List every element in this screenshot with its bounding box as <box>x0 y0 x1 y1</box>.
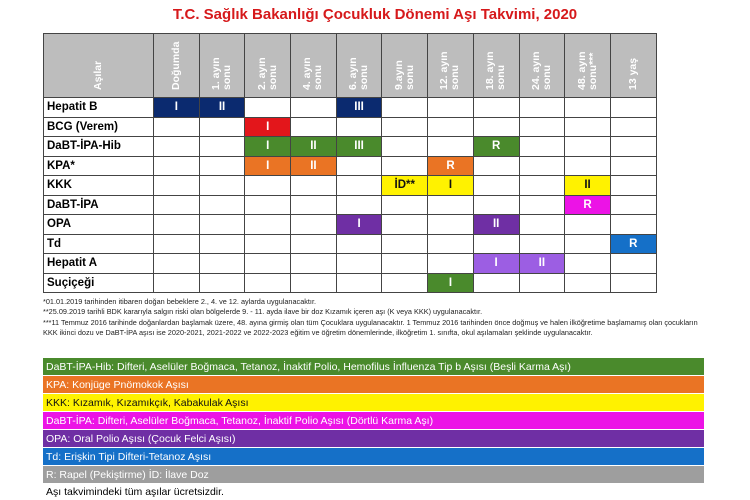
empty-cell <box>565 273 611 293</box>
dose-cell: R <box>428 156 474 176</box>
header-row <box>44 34 657 98</box>
empty-cell <box>199 137 245 157</box>
empty-cell <box>473 117 519 137</box>
footnote: ***11 Temmuz 2016 tarihinde doğanlardan başlamak üzere, 48. ayına girmiş olan tüm Çocuklara uygulanacaktır. 1 Temmuz 2016 tarihinden önce doğmuş ve halen ilköğretime başlamamış olan çocukların KKK ikinci dozu ve DaBT-İPA aşısı ise 2020-2021, 2021-2022 ve 2022-2023 eğitim ve öğretim dönemlerinde, ilköğretim 1. sınıfta, okul aşılamaları şeklinde uygulanacaktır. <box>43 317 698 338</box>
empty-cell <box>428 254 474 274</box>
column-header: 48. ayın sonu*** <box>575 51 599 90</box>
column-header: 1. ayın sonu <box>210 57 234 90</box>
free-vaccines-note: Aşı takvimindeki tüm aşılar ücretsizdir. <box>46 486 224 498</box>
empty-cell <box>245 273 291 293</box>
empty-cell <box>382 195 428 215</box>
table-row <box>44 254 657 274</box>
column-header: 12. ayın sonu <box>438 51 462 90</box>
table-row <box>44 234 657 254</box>
empty-cell <box>519 98 565 118</box>
empty-cell <box>291 273 337 293</box>
empty-cell <box>291 195 337 215</box>
empty-cell <box>199 195 245 215</box>
empty-cell <box>336 176 382 196</box>
dose-cell: R <box>610 234 656 254</box>
vaccine-name: KPA* <box>44 156 154 176</box>
vaccine-name: DaBT-İPA-Hib <box>44 137 154 157</box>
schedule-body <box>44 98 657 293</box>
vaccine-column-label: Aşılar <box>92 60 104 90</box>
dose-cell: I <box>154 98 200 118</box>
vaccine-name: KKK <box>44 176 154 196</box>
empty-cell <box>428 234 474 254</box>
vaccine-column-header <box>44 34 154 98</box>
empty-cell <box>382 215 428 235</box>
footnote: *01.01.2019 tarihinden itibaren doğan bebeklere 2., 4. ve 12. aylarda uygulanacaktır. <box>43 297 317 306</box>
empty-cell <box>291 98 337 118</box>
empty-cell <box>154 215 200 235</box>
page-title: T.C. Sağlık Bakanlığı Çocukluk Dönemi Aşı Takvimi, 2020 <box>172 6 578 23</box>
legend-item: OPA: Oral Polio Aşısı (Çocuk Felci Aşısı) <box>43 430 704 448</box>
vaccine-name: Hepatit B <box>44 98 154 118</box>
table-row <box>44 176 657 196</box>
legend-item: R: Rapel (Pekiştirme) İD: İlave Doz <box>43 466 704 484</box>
empty-cell <box>519 195 565 215</box>
empty-cell <box>473 273 519 293</box>
empty-cell <box>610 195 656 215</box>
empty-cell <box>199 176 245 196</box>
empty-cell <box>565 234 611 254</box>
empty-cell <box>199 117 245 137</box>
column-header: 18. ayın sonu <box>484 51 508 90</box>
dose-cell: II <box>565 176 611 196</box>
dose-cell: I <box>428 273 474 293</box>
column-header: 9.ayın sonu <box>392 60 416 90</box>
empty-cell <box>291 234 337 254</box>
empty-cell <box>382 234 428 254</box>
empty-cell <box>154 176 200 196</box>
empty-cell <box>428 215 474 235</box>
empty-cell <box>473 195 519 215</box>
empty-cell <box>428 117 474 137</box>
dose-cell: II <box>519 254 565 274</box>
dose-cell: III <box>336 137 382 157</box>
dose-cell: R <box>473 137 519 157</box>
empty-cell <box>428 137 474 157</box>
legend-item: Td: Erişkin Tipi Difteri-Tetanoz Aşısı <box>43 448 704 466</box>
vaccine-name: OPA <box>44 215 154 235</box>
table-row <box>44 137 657 157</box>
empty-cell <box>154 254 200 274</box>
empty-cell <box>610 254 656 274</box>
column-header: 13 yaş <box>626 57 639 90</box>
vaccine-name: DaBT-İPA <box>44 195 154 215</box>
empty-cell <box>336 156 382 176</box>
dose-cell: I <box>245 156 291 176</box>
column-header: Doğumda <box>169 41 182 90</box>
column-header: 4. ayın sonu <box>301 57 325 90</box>
empty-cell <box>610 117 656 137</box>
vaccine-name: Suçiçeği <box>44 273 154 293</box>
dose-cell: I <box>245 137 291 157</box>
empty-cell <box>336 273 382 293</box>
empty-cell <box>382 273 428 293</box>
table-row <box>44 156 657 176</box>
empty-cell <box>245 215 291 235</box>
legend-item: DaBT-İPA: Difteri, Aselüler Boğmaca, Tetanoz, İnaktif Polio Aşısı (Dörtlü Karma Aşı) <box>43 412 704 430</box>
empty-cell <box>199 156 245 176</box>
empty-cell <box>428 98 474 118</box>
legend-item: KPA: Konjüge Pnömokok Aşısı <box>43 376 704 394</box>
empty-cell <box>291 215 337 235</box>
empty-cell <box>473 234 519 254</box>
table-row <box>44 98 657 118</box>
empty-cell <box>610 273 656 293</box>
column-header: 24. ayın sonu <box>529 51 553 90</box>
table-row <box>44 215 657 235</box>
empty-cell <box>245 98 291 118</box>
dose-cell: II <box>473 215 519 235</box>
empty-cell <box>428 195 474 215</box>
dose-cell: II <box>291 156 337 176</box>
column-header: 2. ayın sonu <box>255 57 279 90</box>
empty-cell <box>382 117 428 137</box>
legend-item: DaBT-İPA-Hib: Difteri, Aselüler Boğmaca, Tetanoz, İnaktif Polio, Hemofilus İnfluenza Tip b Aşısı (Beşli Karma Aşı) <box>43 358 704 376</box>
empty-cell <box>245 234 291 254</box>
empty-cell <box>336 234 382 254</box>
empty-cell <box>291 117 337 137</box>
dose-cell: R <box>565 195 611 215</box>
empty-cell <box>199 234 245 254</box>
empty-cell <box>154 234 200 254</box>
empty-cell <box>336 195 382 215</box>
dose-cell: I <box>245 117 291 137</box>
dose-cell: I <box>336 215 382 235</box>
legend <box>43 358 704 484</box>
footnote: **25.09.2019 tarihli BDK kararıyla salgın riski olan bölgelerde 9. - 11. ayda ilave bir doz Kızamık içeren aşı (K veya KKK) uygulanacaktır. <box>43 307 483 317</box>
empty-cell <box>154 273 200 293</box>
empty-cell <box>199 273 245 293</box>
empty-cell <box>565 215 611 235</box>
empty-cell <box>565 98 611 118</box>
empty-cell <box>199 254 245 274</box>
empty-cell <box>154 137 200 157</box>
empty-cell <box>610 176 656 196</box>
empty-cell <box>245 254 291 274</box>
empty-cell <box>519 156 565 176</box>
dose-cell: I <box>473 254 519 274</box>
empty-cell <box>199 215 245 235</box>
empty-cell <box>519 117 565 137</box>
dose-cell: III <box>336 98 382 118</box>
empty-cell <box>473 98 519 118</box>
empty-cell <box>154 117 200 137</box>
empty-cell <box>610 156 656 176</box>
empty-cell <box>291 254 337 274</box>
empty-cell <box>610 98 656 118</box>
empty-cell <box>610 215 656 235</box>
empty-cell <box>610 137 656 157</box>
vaccine-name: Td <box>44 234 154 254</box>
empty-cell <box>473 176 519 196</box>
empty-cell <box>154 156 200 176</box>
vaccine-name: Hepatit A <box>44 254 154 274</box>
empty-cell <box>565 117 611 137</box>
empty-cell <box>382 137 428 157</box>
empty-cell <box>519 234 565 254</box>
empty-cell <box>565 156 611 176</box>
empty-cell <box>565 137 611 157</box>
footnotes <box>43 297 703 339</box>
column-header: 6. ayın sonu <box>347 57 371 90</box>
dose-cell: I <box>428 176 474 196</box>
empty-cell <box>245 195 291 215</box>
empty-cell <box>519 176 565 196</box>
empty-cell <box>473 156 519 176</box>
legend-item: KKK: Kızamık, Kızamıkçık, Kabakulak Aşısı <box>43 394 704 412</box>
empty-cell <box>382 156 428 176</box>
empty-cell <box>336 254 382 274</box>
empty-cell <box>336 117 382 137</box>
table-row <box>44 195 657 215</box>
table-row <box>44 273 657 293</box>
empty-cell <box>154 195 200 215</box>
empty-cell <box>382 98 428 118</box>
empty-cell <box>291 176 337 196</box>
dose-cell: İD** <box>382 176 428 196</box>
empty-cell <box>245 176 291 196</box>
dose-cell: II <box>291 137 337 157</box>
table-row <box>44 117 657 137</box>
empty-cell <box>519 137 565 157</box>
empty-cell <box>382 254 428 274</box>
empty-cell <box>519 215 565 235</box>
empty-cell <box>519 273 565 293</box>
vaccine-schedule-table <box>43 33 657 293</box>
vaccine-name: BCG (Verem) <box>44 117 154 137</box>
empty-cell <box>565 254 611 274</box>
dose-cell: II <box>199 98 245 118</box>
